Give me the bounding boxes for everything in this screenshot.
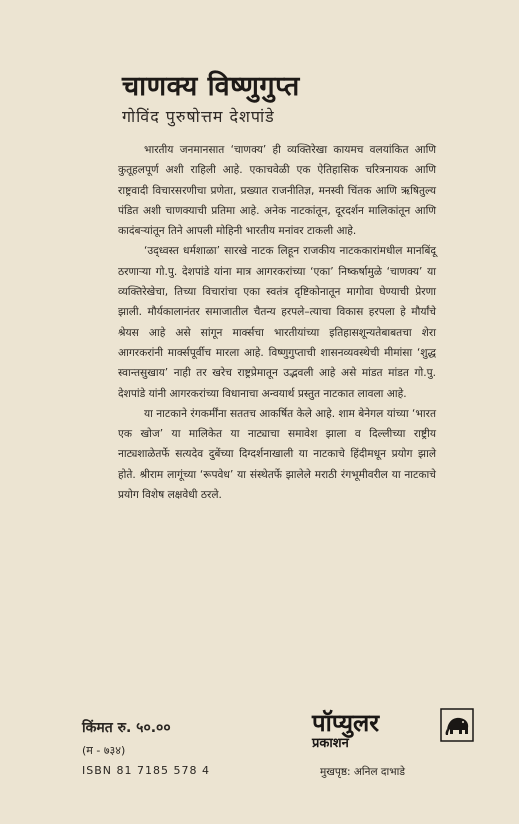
- catalog-code: (म - ७३४): [82, 744, 126, 757]
- book-title: चाणक्य विष्णुगुप्त: [122, 71, 300, 102]
- blurb-paragraph-2: ‘उद्ध्वस्त धर्मशाळा’ सारखे नाटक लिहून राजकीय नाटककारांमधील मानबिंदू ठरणाऱ्या गो.पु. देशपांडे यांना मात्र आगरकरांच्या ‘एका’ निष्कर्षामुळे ‘चाणक्य’ या व्यक्तिरेखेचा, तिच्या विचारांचा एका स्वतंत्र दृष्टिकोनातून मागोवा घेण्याची प्रेरणा झाली. मौर्यकालानंतर समाजातील चैतन्य हरपले–त्याचा विकास हरपला हे मौर्यांचे श्रेयस आहे असे सांगून मार्क्सचा भारतीयांच्या इतिहासशून्यतेबाबतचा शेरा आगरकरांनी मार्क्सपूर्वीच मारला आहे. विष्णुगुप्ताची शासनव्यवस्थेची मीमांसा ‘शुद्ध स्वान्तसुखाय’ नाही तर खरेच राष्ट्रप्रेमातून उद्भवली आहे असे मांडत मांडत गो.पु. देशपांडे यांनी आगरकरांच्या विधानाचा अन्वयार्थ प्रस्तुत नाटकात लावला आहे.: [118, 245, 436, 400]
- blurb-paragraph-1: भारतीय जनमानसात ‘चाणक्य’ ही व्यक्तिरेखा कायमच वलयांकित आणि कुतूहलपूर्ण अशी राहिली आहे. एकाचवेळी एक ऐतिहासिक चरित्रनायक आणि राष्ट्रवादी विचारसरणीचा प्रणेता, प्रख्यात राजनीतिज्ञ, मनस्वी चिंतक आणि ऋषितुल्य पंडित अशी चाणक्याची प्रतिमा आहे. अनेक नाटकांतून, दूरदर्शन मालिकांतून आणि कादंबऱ्यांतून तिने आपली मोहिनी भारतीय मनांवर टाकली आहे.: [118, 144, 436, 238]
- price: किंमत रु. ५०.००: [82, 720, 171, 736]
- isbn: ISBN 81 7185 578 4: [82, 764, 210, 777]
- publisher-logo: [312, 706, 472, 750]
- cover-credit: मुखपृष्ठ: अनिल दाभाडे: [320, 766, 405, 778]
- publisher-name: पॉप्युलर: [312, 709, 380, 737]
- publisher-subtitle: प्रकाशन: [312, 736, 349, 751]
- elephant-icon: [440, 708, 474, 742]
- book-author: गोविंद पुरुषोत्तम देशपांडे: [122, 107, 275, 126]
- blurb: [118, 140, 436, 505]
- blurb-paragraph-3: या नाटकाने रंगकर्मींना सततच आकर्षित केले आहे. शाम बेनेगल यांच्या ‘भारत एक खोज’ या मालिकेत या नाट्याचा समावेश झाला व दिल्लीच्या राष्ट्रीय नाट्यशाळेतर्फे सत्यदेव दुबेंच्या दिग्दर्शनाखाली या नाटकाचे हिंदीमधून प्रयोग झाले होते. श्रीराम लागूंच्या ‘रूपवेध’ या संस्थेतर्फे झालेले मराठी रंगभूमीवरील या नाटकाचे प्रयोग विशेष लक्षवेधी ठरले.: [118, 407, 436, 502]
